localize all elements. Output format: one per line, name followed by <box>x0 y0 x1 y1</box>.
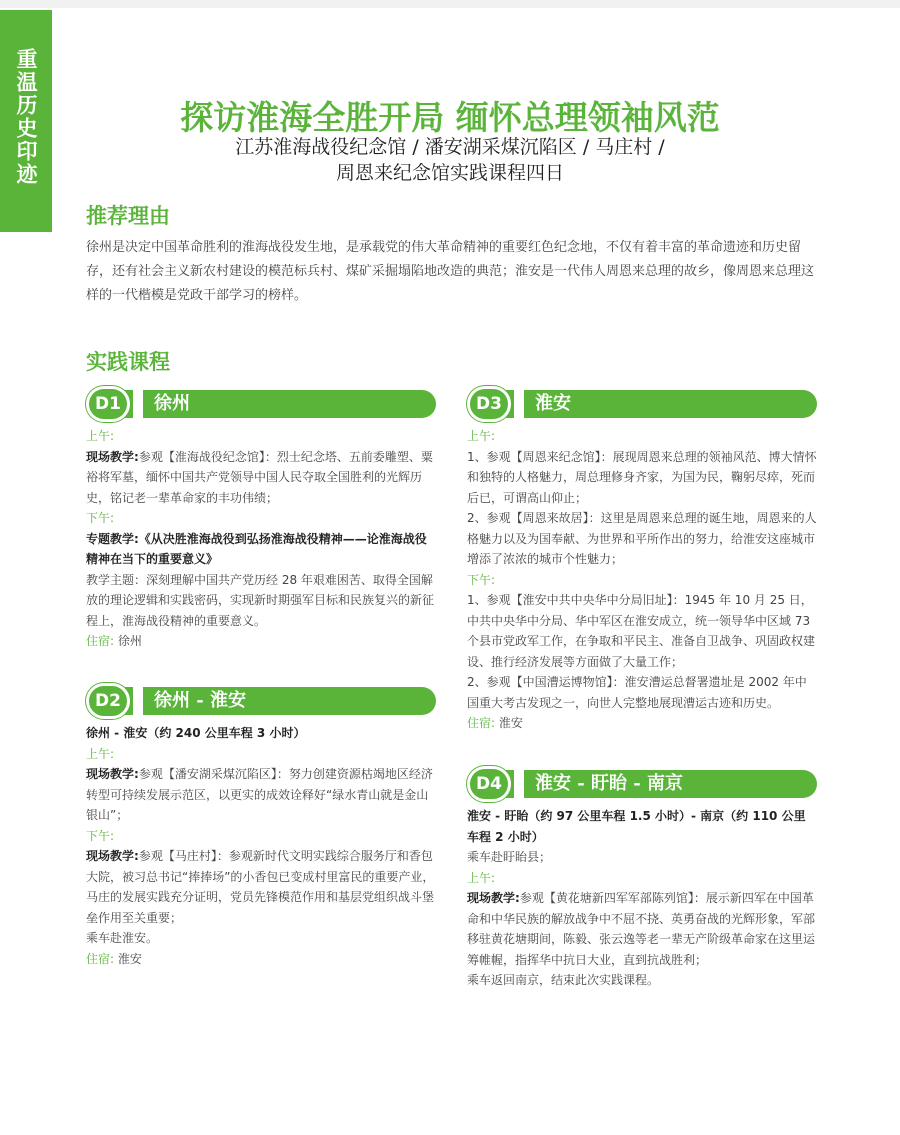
page-subtitle <box>90 134 810 186</box>
day3-am-label: 上午: <box>467 429 496 443</box>
day1-stay: 住宿: 徐州 <box>86 634 142 648</box>
reason-text: 徐州是决定中国革命胜利的淮海战役发生地，是承载党的伟大革命精神的重要红色纪念地，不仅有着丰富的革命遗迹和历史留存，还有社会主义新农村建设的模范标兵村、煤矿采掘塌陷地改造的典范；淮安是一代伟人周恩来总理的故乡，像周恩来总理这样的一代楷模是党政干部学习的榜样。 <box>86 240 815 303</box>
day2-pm-item: 现场教学:参观【马庄村】：参观新时代文明实践综合服务厅和香包大院，被习总书记“捧捧场”的小香包已变成村里富民的重要产业，马庄的发展实践充分证明，党员先锋模范作用和基层党组织战斗堡垒作用至关重要； <box>86 849 435 925</box>
day2-block <box>86 683 436 969</box>
day1-header <box>86 386 436 422</box>
day3-pm-item-2: 2、参观【中国漕运博物馆】：淮安漕运总督署遗址是 2002 年中国重大考古发现之一，向世人完整地展现漕运古迹和历史。 <box>467 675 807 710</box>
day3-block <box>467 386 817 734</box>
day2-pm-label: 下午: <box>86 828 115 843</box>
day1-block <box>86 386 436 652</box>
day3-title: 淮安 <box>535 393 571 414</box>
day2-route: 徐州 - 淮安（约 240 公里车程 3 小时） <box>86 726 306 740</box>
day2-badge: D2 <box>86 683 130 719</box>
day2-am-label: 上午: <box>86 746 115 761</box>
day1-am-item: 现场教学:参观【淮海战役纪念馆】：烈士纪念塔、五前委雕塑、粟裕将军墓，缅怀中国共产党领导中国人民夺取全国胜利的光辉历史，铭记老一辈革命家的丰功伟绩； <box>86 449 433 505</box>
day3-header <box>467 386 817 422</box>
day3-pm-item-1: 1、参观【淮安中共中央华中分局旧址】：1945 年 10 月 25 日，中共中央华中分局、华中军区在淮安成立，统一领导华中区域 73 个县市党政军工作，在争取和平民主、准备自卫战争、巩固政权建设、推行经济发展等方面做了大量工作； <box>467 593 816 669</box>
day2-title: 徐州 - 淮安 <box>154 690 247 711</box>
day2-stay: 住宿: 淮安 <box>86 951 142 966</box>
day1-pm-text: 教学主题：深刻理解中国共产党历经 28 年艰难困苦、取得全国解放的理论逻辑和实践密码，实现新时期强军目标和民族复兴的新征程上，淮海战役精神的重要意义。 <box>86 572 435 628</box>
day3-stay: 住宿: 淮安 <box>467 716 523 730</box>
day4-travel-1: 乘车赴盱眙县； <box>467 850 552 864</box>
day2-am-item: 现场教学:参观【潘安湖采煤沉陷区】：努力创建资源枯竭地区经济转型可持续发展示范区，以更实的成效诠释好“绿水青山就是金山银山”； <box>86 767 433 822</box>
day4-am-label: 上午: <box>467 870 496 885</box>
day1-pm-topic: 专题教学:《从决胜淮海战役到弘扬淮海战役精神——论淮海战役精神在当下的重要意义》 <box>86 531 427 566</box>
day1-title: 徐州 <box>154 393 190 414</box>
day4-block <box>467 766 817 991</box>
day1-pm-label: 下午: <box>86 511 115 525</box>
day4-route: 淮安 - 盱眙（约 97 公里车程 1.5 小时）- 南京（约 110 公里车程 2 小时） <box>467 809 806 844</box>
course-heading: 实践课程 <box>86 349 170 374</box>
top-bar <box>0 0 900 8</box>
day4-am-item: 现场教学:参观【黄花塘新四军军部陈列馆】：展示新四军在中国革命和中华民族的解放战争中不屈不挠、英勇奋战的光辉形象，军部移驻黄花塘期间，陈毅、张云逸等老一辈无产阶级革命家在这里运筹帷幄，指挥华中抗日大业，直到抗战胜利； <box>467 891 816 967</box>
side-tab-label: 重温历史印迹 <box>14 48 39 186</box>
day2-header <box>86 683 436 719</box>
page-title: 探访淮海全胜开局 缅怀总理领袖风范 <box>180 98 720 137</box>
day2-travel: 乘车赴淮安。 <box>86 931 159 945</box>
day1-badge: D1 <box>86 386 130 422</box>
side-tab <box>0 10 52 232</box>
day4-header <box>467 766 817 802</box>
day3-am-item-1: 1、参观【周恩来纪念馆】：展现周恩来总理的领袖风范、博大情怀和独特的人格魅力，周总理修身齐家，为国为民，鞠躬尽瘁，死而后已，可谓高山仰止； <box>467 449 817 505</box>
day4-badge: D4 <box>467 766 511 802</box>
subtitle-line-1: 江苏淮海战役纪念馆 / 潘安湖采煤沉陷区 / 马庄村 / <box>235 136 665 158</box>
subtitle-line-2: 周恩来纪念馆实践课程四日 <box>335 162 564 184</box>
day1-am-label: 上午: <box>86 429 115 443</box>
day4-title: 淮安 - 盱眙 - 南京 <box>535 773 684 794</box>
day3-am-item-2: 2、参观【周恩来故居】：这里是周恩来总理的诞生地，周恩来的人格魅力以及为国奉献、为世界和平所作出的努力，给淮安这座城市增添了浓浓的城市个性魅力； <box>467 511 817 566</box>
day3-pm-label: 下午: <box>467 572 496 587</box>
day3-badge: D3 <box>467 386 511 422</box>
day4-travel-2: 乘车返回南京，结束此次实践课程。 <box>467 973 660 987</box>
reason-heading: 推荐理由 <box>86 203 170 228</box>
